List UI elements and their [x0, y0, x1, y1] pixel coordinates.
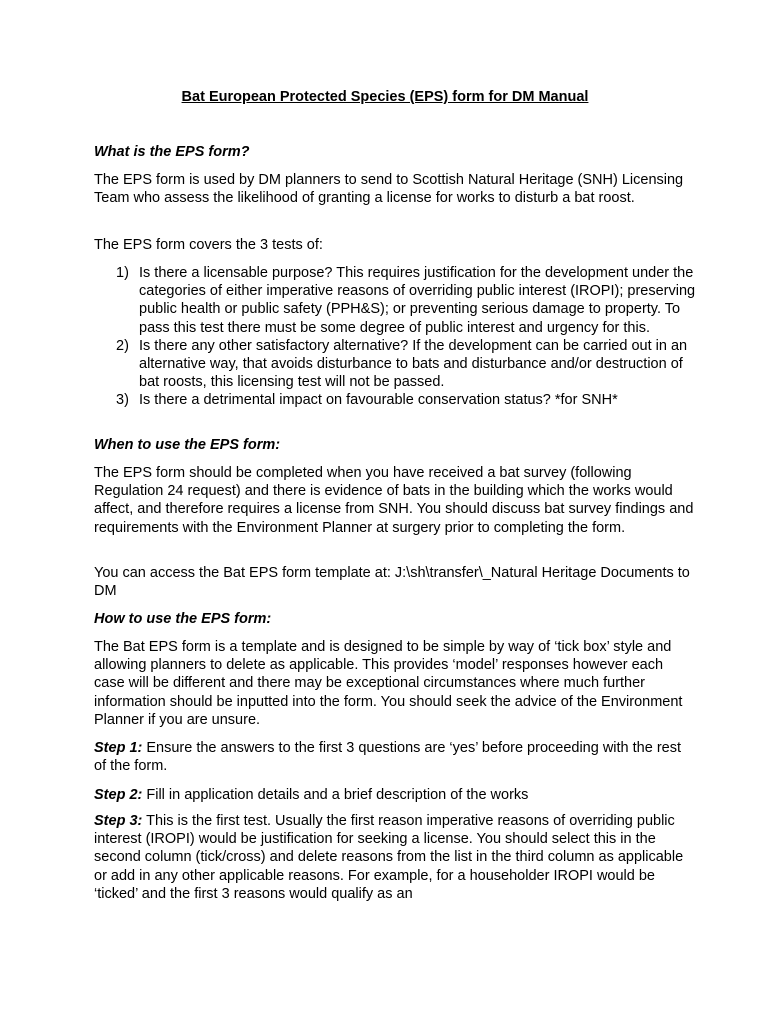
heading-how-to-use: How to use the EPS form: [94, 611, 272, 627]
list-item-text: Is there any other satisfactory alternative? If the development can be carried out in an alternative way, that avoids disturbance to bats and disturbance and/or destruction of bat roosts, this licensing test will not be passed. [139, 337, 688, 391]
document-title: Bat European Protected Species (EPS) form for DM Manual [181, 89, 589, 105]
step-1-label: Step 1: [94, 740, 143, 756]
paragraph-when-2: You can access the Bat EPS form template at: J:\sh\transfer\_Natural Heritage Documents to DM [94, 565, 690, 600]
paragraph-step-2 [94, 786, 694, 804]
step-3-text: This is the first test. Usually the first reason imperative reasons of overriding public interest (IROPI) would be justification for seeking a license. You should select this in the second column (tick/cross) and delete reasons from the list in the third column as applicable or add in any other applicable reasons. For example, for a householder IROPI would be ‘ticked’ and the first 3 reasons would qualify as an [94, 813, 684, 902]
list-item [116, 337, 696, 392]
list-item-number: 2) [116, 337, 129, 354]
paragraph-how-1: The Bat EPS form is a template and is designed to be simple by way of ‘tick box’ style and allowing planners to delete as applicable. This provides ‘model’ responses however each case will be different and there may be exceptional circumstances where much further information should be inputted into the form. You should seek the advice of the Environment Planner if you are unsure. [94, 639, 683, 728]
heading-what-is-eps: What is the EPS form? [94, 144, 250, 160]
list-item [116, 391, 696, 409]
paragraph-what-1: The EPS form is used by DM planners to send to Scottish Natural Heritage (SNH) Licensing Team who assess the likelihood of granting a license for works to disturb a bat roost. [94, 172, 684, 207]
list-item-text: Is there a detrimental impact on favourable conservation status? *for SNH* [139, 392, 618, 409]
paragraph-what-2: The EPS form covers the 3 tests of: [94, 237, 323, 253]
step-2-text: Fill in application details and a brief description of the works [142, 787, 529, 803]
paragraph-when-1: The EPS form should be completed when you have received a bat survey (following Regulation 24 request) and there is evidence of bats in the building which the works would affect, and therefore requires a license from SNH. You should discuss bat survey findings and requirements with the Environment Planner at surgery prior to completing the form. [94, 465, 694, 536]
step-2-label: Step 2: [94, 787, 143, 803]
list-item-number: 1) [116, 265, 129, 281]
paragraph-step-1 [94, 739, 694, 775]
tests-list [116, 264, 696, 410]
list-item [116, 264, 696, 337]
step-3-label: Step 3: [94, 813, 143, 829]
list-item-number: 3) [116, 392, 129, 409]
step-1-text: Ensure the answers to the first 3 questions are ‘yes’ before proceeding with the rest of the form. [94, 740, 682, 775]
list-item-text: Is there a licensable purpose? This requires justification for the development under the categories of either imperative reasons of overriding public interest (IROPI); preserving public health or public safety (PPH&S); or preventing serious damage to property. To pass this test there must be some degree of public interest and urgency for this. [139, 265, 696, 336]
heading-when-to-use: When to use the EPS form: [94, 437, 281, 453]
paragraph-step-3 [94, 812, 694, 903]
